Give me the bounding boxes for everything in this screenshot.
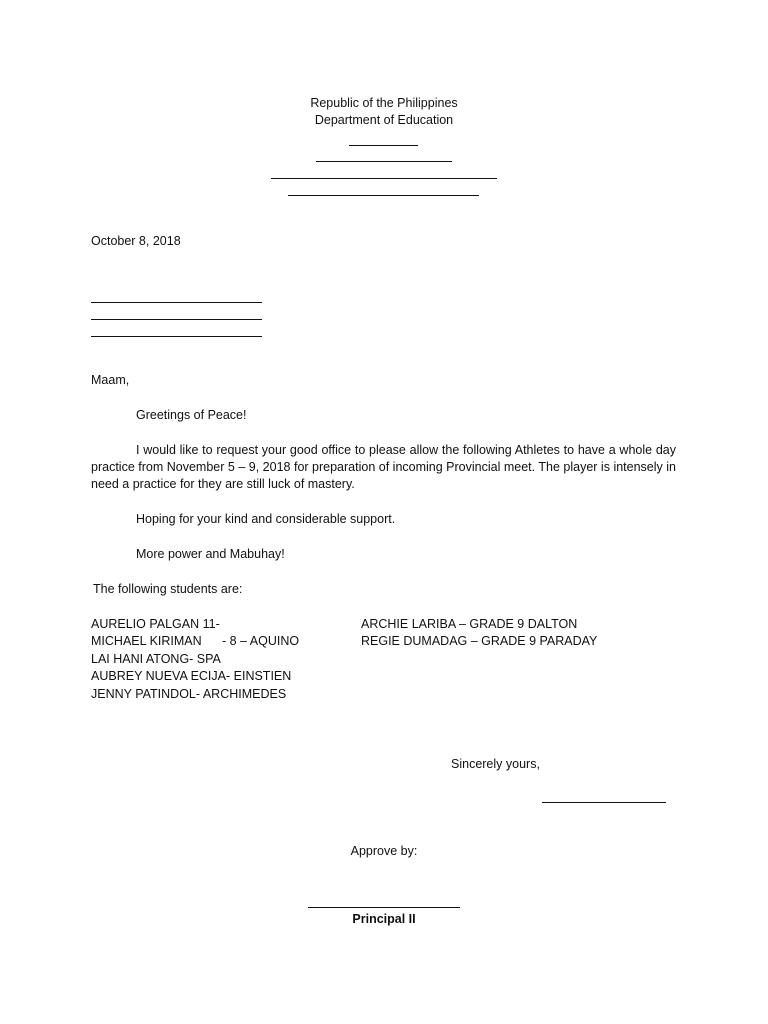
principal-title: Principal II	[352, 912, 416, 926]
student-right-2: REGIE DUMADAG – GRADE 9 PARADAY	[361, 634, 598, 648]
body-paragraph-text: I would like to request your good office to please allow the following Athletes to have a whole day practice from November 5 – 9, 2018 for preparation of incoming Provincial meet. The player is intensely in need a practice for they are still luck of mastery.	[91, 443, 676, 491]
student-left-4: AUBREY NUEVA ECIJA- EINSTIEN	[91, 669, 292, 683]
header-department: Department of Education	[314, 113, 454, 127]
approve-by: Approve by:	[350, 844, 418, 858]
student-right-1: ARCHIE LARIBA – GRADE 9 DALTON	[361, 617, 578, 631]
principal-signature-line	[308, 907, 460, 908]
student-left-2-suffix: - 8 – AQUINO	[222, 634, 300, 648]
header-blank-line-3	[271, 178, 497, 179]
student-left-1: AURELIO PALGAN 11-	[91, 617, 220, 631]
recipient-line-1	[91, 302, 262, 303]
students-intro: The following students are:	[93, 582, 243, 596]
closing: Sincerely yours,	[451, 757, 540, 771]
body-paragraph	[91, 442, 676, 493]
student-left-5: JENNY PATINDOL- ARCHIMEDES	[91, 687, 287, 701]
header-blank-line-2	[316, 161, 452, 162]
letter-date: October 8, 2018	[91, 234, 181, 248]
header-blank-line-1	[349, 145, 418, 146]
student-left-2: MICHAEL KIRIMAN	[91, 634, 202, 648]
greeting: Greetings of Peace!	[136, 408, 247, 422]
student-left-3: LAI HANI ATONG- SPA	[91, 652, 221, 666]
header-republic: Republic of the Philippines	[310, 96, 458, 110]
salutation: Maam,	[91, 373, 130, 387]
recipient-line-2	[91, 319, 262, 320]
hoping-line: Hoping for your kind and considerable support.	[136, 512, 396, 526]
header-blank-line-4	[288, 195, 479, 196]
signature-line	[542, 802, 666, 803]
recipient-line-3	[91, 336, 262, 337]
more-power-line: More power and Mabuhay!	[136, 547, 285, 561]
